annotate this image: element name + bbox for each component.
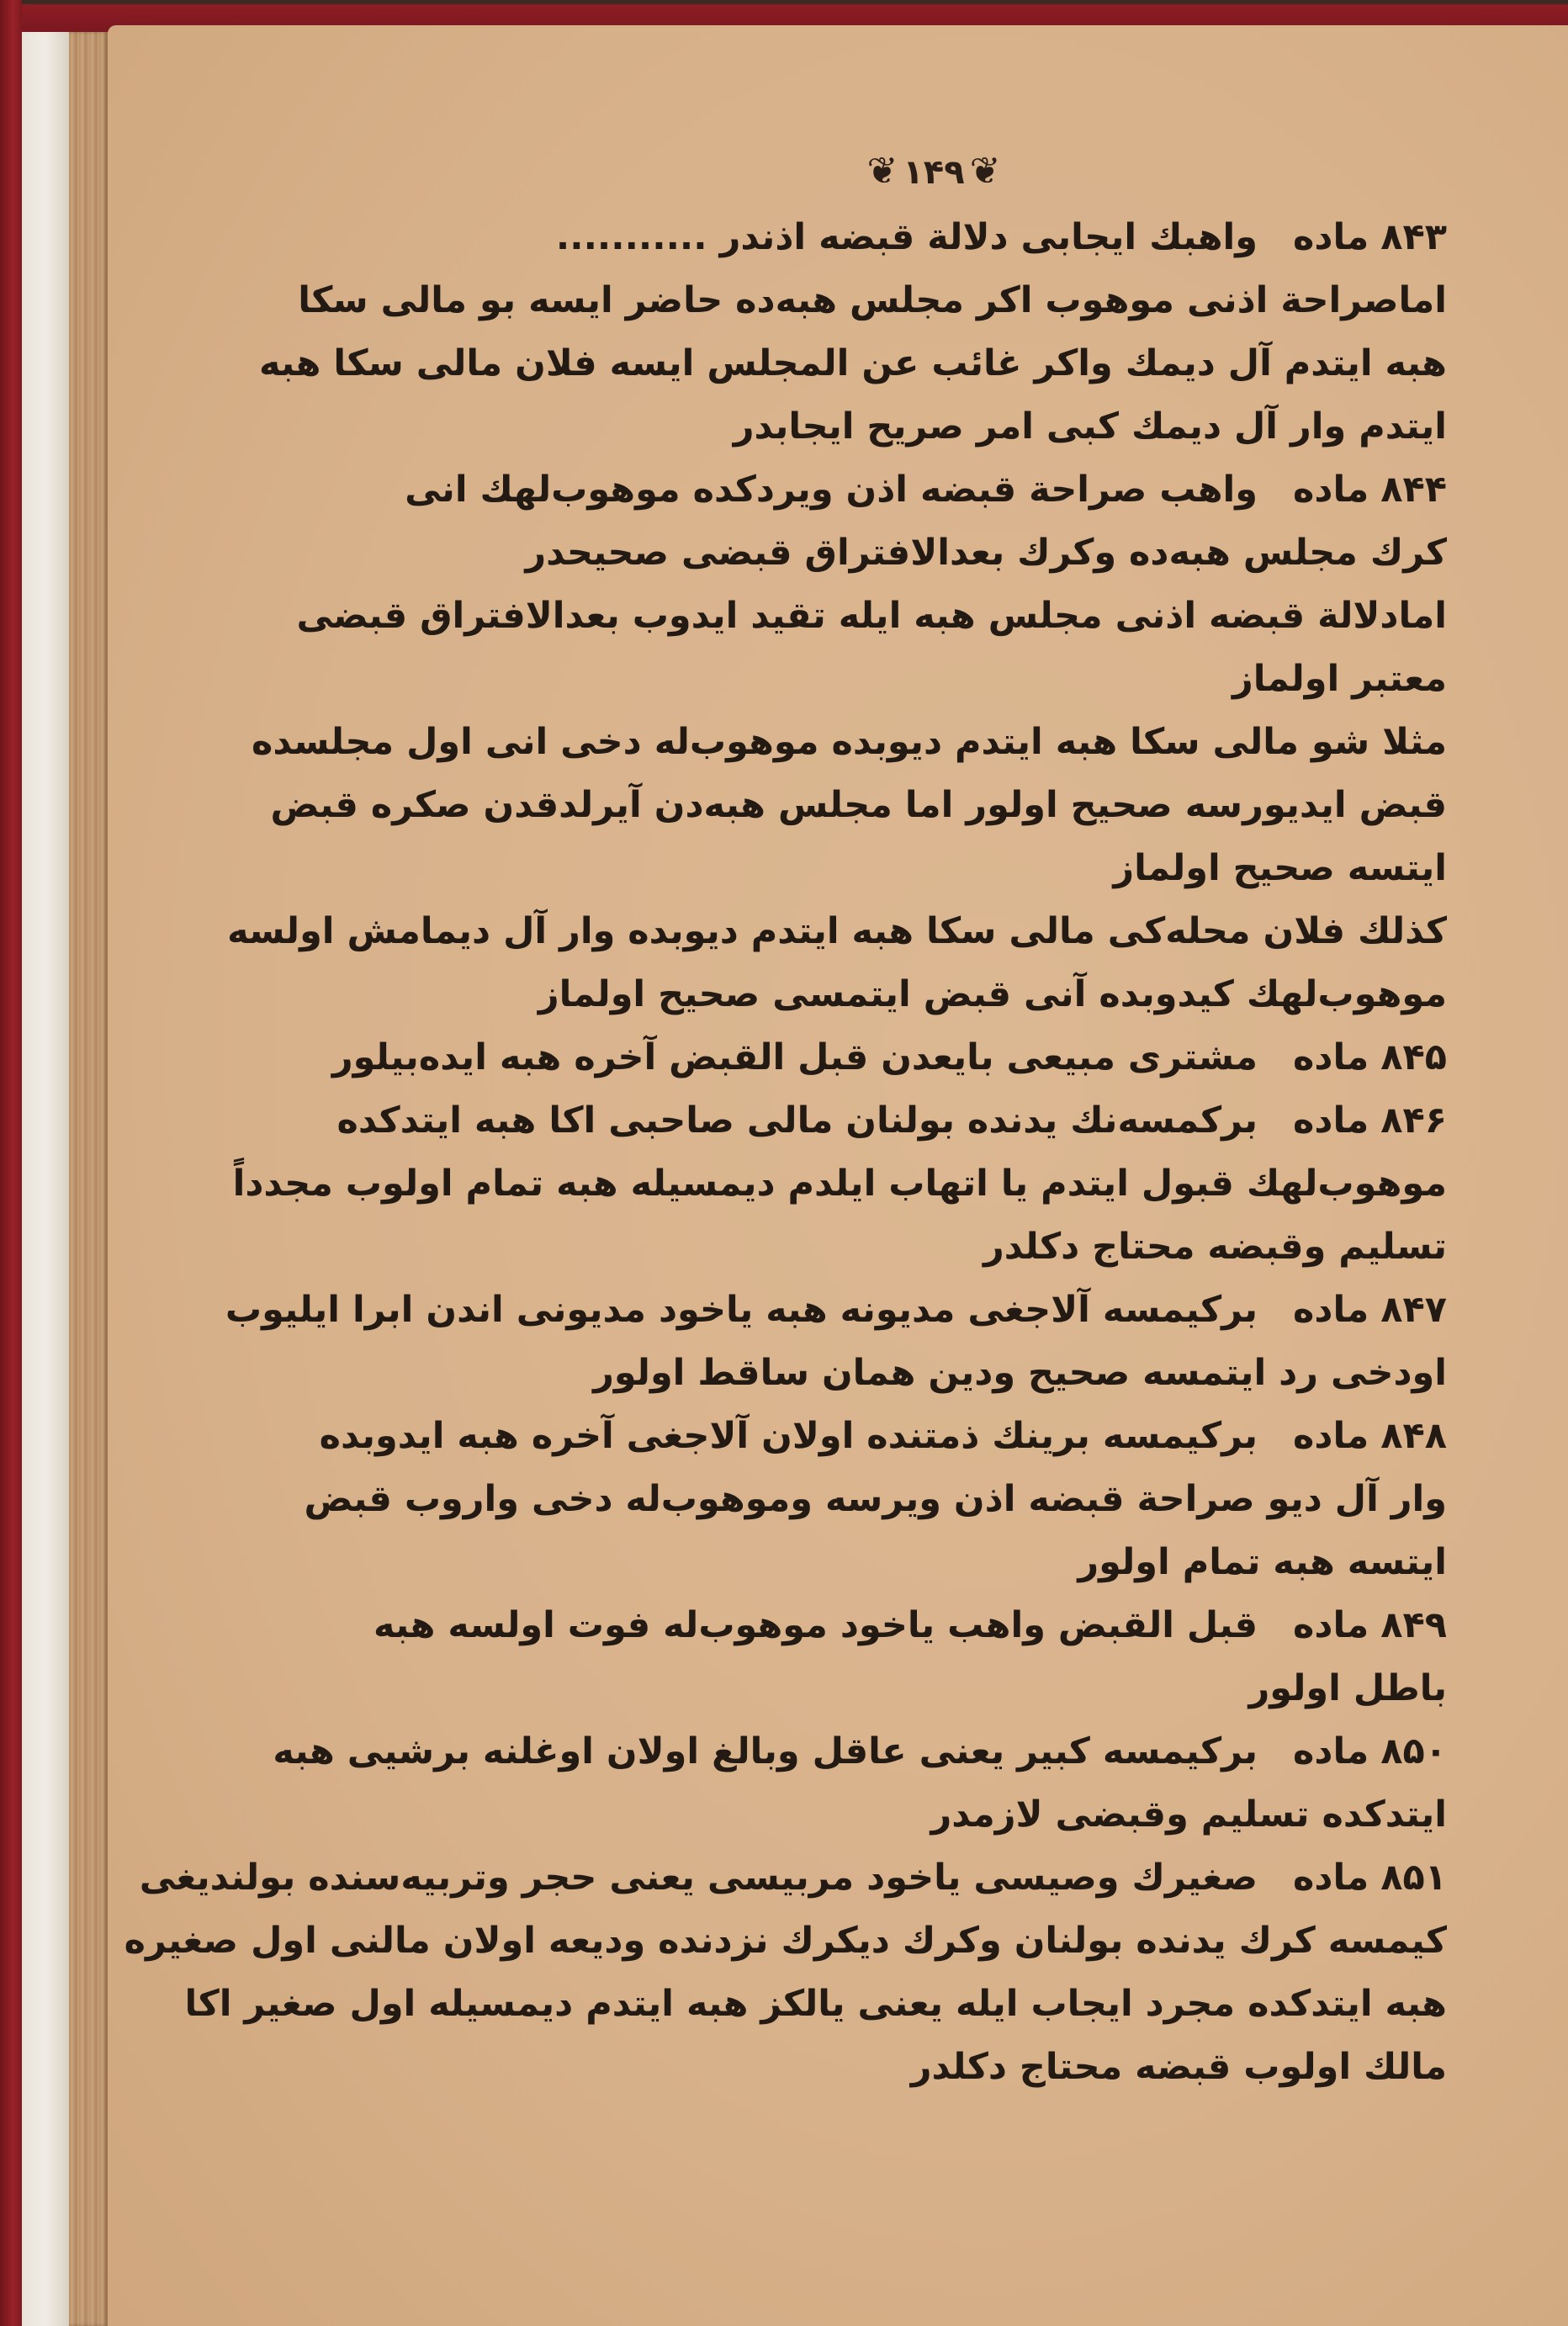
text-line: معتبر اولماز [1232,658,1447,700]
text-line: برکیمسه آلاجغی مدیونه هبه یاخود مدیونی اندن ابرا ایلیوب [225,1289,1258,1331]
paragraph [251,711,1447,900]
book-binding-left [0,0,22,2326]
article-heading-line [319,1405,1447,1468]
paragraph [373,1594,1447,1720]
article-label: ماده [1293,1289,1369,1331]
article [225,1279,1447,1405]
text-line: واهبك ایجابی دلالة قبضه اذندر ........... [555,216,1258,258]
text-line: مثلا شو مالی سکا هبه ایتدم دیوبده موهوب‌له دخی انی اول مجلسده [251,721,1447,763]
article-heading [1293,1279,1447,1342]
article-heading [1293,1026,1447,1089]
article [124,1846,1447,2099]
text-line: قبض ایدیورسه صحیح اولور اما مجلس هبه‌دن آیرلدقدن صکره قبض [270,784,1447,826]
text-line: ایتدم وار آل دیمك کبی امر صریح ایجابدر [733,405,1447,448]
text-line: مشتری مبیعی بایعدن قبل القبض آخره هبه ایده‌بیلور [331,1036,1258,1078]
article-number: ۸۴۷ [1380,1289,1447,1331]
text-line: برکیمسه برینك ذمتنده اولان آلاجغی آخره هبه ایدوبده [319,1415,1258,1457]
paragraph [408,206,1447,269]
article [227,458,1447,1026]
text-line: ایتسه صحیح اولماز [1113,847,1447,889]
text-line: واهب صراحة قبضه اذن ویردکده موهوب‌لهك انی [405,469,1258,511]
text-line: صغیرك وصیسی یاخود مربیسی یعنی حجر وتربیه‌سنده بولندیغی [139,1857,1258,1899]
article-label: ماده [1293,469,1369,511]
articles-text [124,206,1447,2099]
text-line: ایتدکده تسلیم وقبضی لازمدر [930,1794,1447,1836]
flyleaf-edge [22,32,69,2326]
text-line: تسلیم وقبضه محتاج دکلدر [983,1226,1447,1268]
page-header [841,150,1026,193]
paragraph [225,1279,1447,1405]
paragraph [232,1089,1447,1279]
paragraph [227,900,1447,1026]
text-line: کیمسه کرك یدنده بولنان وکرك دیکرك نزدنده ودیعه اولان مالنی اول صغیره [124,1920,1447,1962]
article-label: ماده [1293,1099,1369,1142]
article-heading [1293,1089,1447,1152]
article-heading-line [331,1026,1447,1089]
article-heading-line [336,1089,1447,1152]
article-label: ماده [1293,1415,1369,1457]
article-label: ماده [1293,216,1369,258]
paragraph [405,458,1447,585]
article [258,206,1447,458]
article [232,1089,1447,1279]
paragraph [124,1846,1447,2099]
article [273,1720,1447,1846]
page-edges [69,32,108,2326]
text-line: قبل القبض واهب یاخود موهوب‌له فوت اولسه هبه [373,1604,1258,1646]
article-heading-line [273,1720,1447,1783]
article [373,1594,1447,1720]
article-heading [1293,1405,1447,1468]
text-line: اماصراحة اذنی موهوب اکر مجلس هبه‌ده حاضر ایسه بو مالی سکا [298,279,1447,321]
article-number: ۸۴۵ [1380,1036,1447,1078]
article-label: ماده [1293,1604,1369,1646]
page-number: ۱۴۹ [903,153,965,192]
article-number: ۸۴۶ [1380,1099,1447,1142]
article-heading-line [408,206,1447,269]
paragraph [273,1720,1447,1846]
article-heading-line [373,1594,1447,1657]
text-line: کذلك فلان محله‌کی مالی سکا هبه ایتدم دیوبده وار آل دیمامش اولسه [227,910,1447,952]
article-heading-line [225,1279,1447,1342]
text-line: برکیمسه کبیر یعنی عاقل وبالغ اولان اوغلنه برشیی هبه [273,1730,1258,1772]
article-number: ۸۴۳ [1380,216,1447,258]
article [331,1026,1447,1089]
article-number: ۸۴۹ [1380,1604,1447,1646]
text-line: وار آل دیو صراحة قبضه اذن ویرسه وموهوب‌له دخی واروب قبض [304,1478,1447,1520]
text-line: هبه ایتدکده مجرد ایجاب ایله یعنی یالکز هبه ایتدم دیمسیله اول صغیر اکا [184,1983,1447,2025]
article-label: ماده [1293,1857,1369,1899]
text-line: ایتسه هبه تمام اولور [1078,1541,1447,1583]
article-number: ۸۵۰ [1380,1730,1447,1772]
ornament-icon: ❦ [866,150,898,193]
article-number: ۸۵۱ [1380,1857,1447,1899]
text-line: اودخی رد ایتمسه صحیح ودین همان ساقط اولور [593,1352,1447,1394]
paragraph [258,269,1447,458]
text-line: موهوب‌لهك قبول ایتدم یا اتهاب ایلدم دیمسیله هبه تمام اولوب مجدداً [232,1163,1447,1205]
article-heading [1293,1594,1447,1657]
text-line: هبه ایتدم آل دیمك واکر غائب عن المجلس ایسه فلان مالی سکا هبه [258,342,1447,384]
article-heading [1293,1720,1447,1783]
article-number: ۸۴۴ [1380,469,1447,511]
paragraph [304,1405,1447,1594]
paragraph [331,1026,1447,1089]
article-heading [1293,206,1447,269]
text-line: مالك اولوب قبضه محتاج دکلدر [910,2046,1447,2088]
text-line: باطل اولور [1248,1667,1447,1709]
article-number: ۸۴۸ [1380,1415,1447,1457]
text-line: موهوب‌لهك کیدوبده آنی قبض ایتمسی صحیح اولماز [538,973,1447,1015]
article-heading-line [405,458,1447,522]
article-label: ماده [1293,1036,1369,1078]
text-line: برکمسه‌نك یدنده بولنان مالی صاحبی اکا هبه ایتدکده [336,1099,1258,1142]
ornament-icon: ❦ [969,150,1001,193]
article-heading-line [139,1846,1447,1910]
text-line: کرك مجلس هبه‌ده وکرك بعدالافتراق قبضی صحیحدر [525,532,1447,574]
text-line: امادلالة قبضه اذنی مجلس هبه ایله تقید ایدوب بعدالافتراق قبضی [296,595,1447,637]
paragraph [296,585,1447,711]
article-label: ماده [1293,1730,1369,1772]
article [304,1405,1447,1594]
article-heading [1293,458,1447,522]
article-heading [1293,1846,1447,1910]
